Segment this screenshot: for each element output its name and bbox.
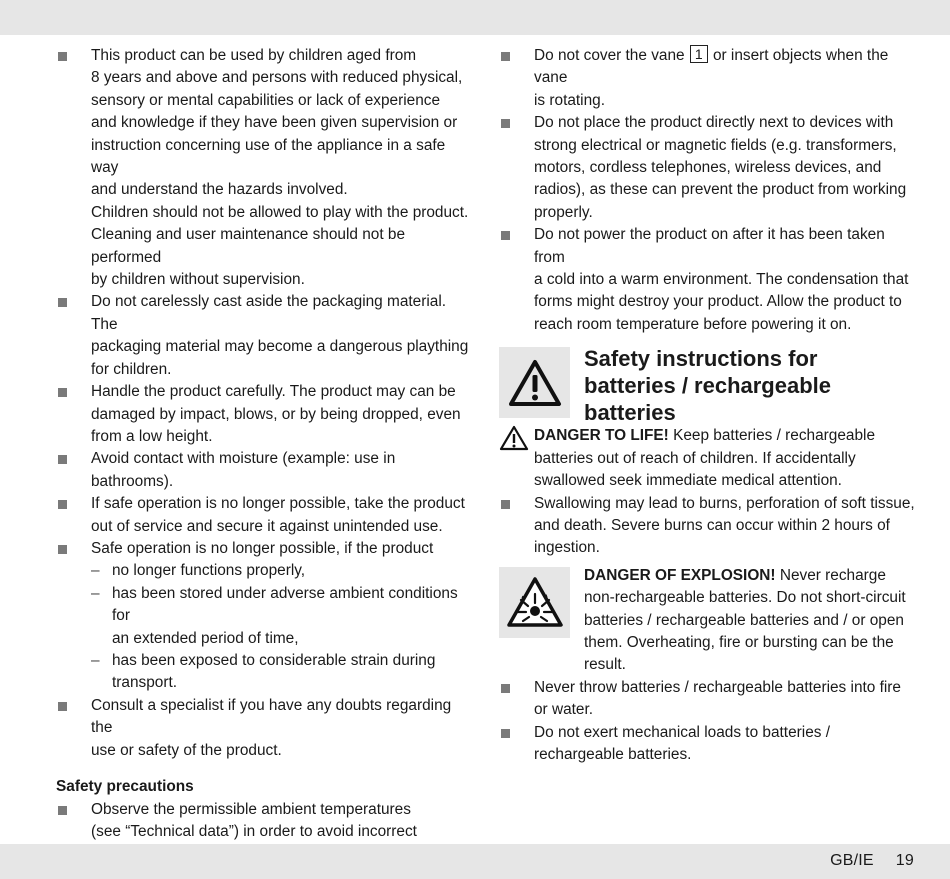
text-line: damaged by impact, blows, or by being dropped, even <box>91 405 461 423</box>
text-line: Cleaning and user maintenance should not be performed <box>91 226 406 266</box>
dash-item <box>91 560 476 582</box>
battery-section-heading <box>499 345 919 425</box>
text-line: out of service and secure it against unintended use. <box>91 517 443 535</box>
text-line: and understand the hazards involved. <box>91 181 348 199</box>
page-number: 19 <box>895 852 914 869</box>
bullet-packaging <box>56 291 476 381</box>
text-line: Observe the permissible ambient temperatures <box>91 801 411 818</box>
text-line: sensory or mental capabilities or lack of experience <box>91 91 441 109</box>
right-column <box>499 45 919 766</box>
part-reference-box: 1 <box>690 45 708 63</box>
top-band <box>0 0 950 35</box>
text-line: Swallowing may lead to burns, perforation of soft tissue, <box>534 494 915 512</box>
text-line: Consult a specialist if you have any doubts regarding the <box>91 696 452 737</box>
page-footer <box>830 852 914 870</box>
text-line: an extended period of time, <box>112 629 299 647</box>
text-line: Children should not be allowed to play with the product. <box>91 203 469 221</box>
title-line: batteries / rechargeable <box>584 373 832 399</box>
text-line: Handle the product carefully. The product may can be <box>91 383 456 401</box>
explosion-text: Never recharge <box>775 566 886 584</box>
text-line: packaging material may become a dangerous plaything <box>91 338 469 356</box>
text-line: by children without supervision. <box>91 271 305 289</box>
text-line: result. <box>584 656 626 674</box>
section-title <box>584 345 831 426</box>
text-line: use or safety of the product. <box>91 741 282 759</box>
text-line <box>534 45 919 90</box>
text-line <box>584 565 919 587</box>
explosion-notice <box>499 565 919 677</box>
text-line: 8 years and above and persons with reduced physical, <box>91 69 463 87</box>
text-line: – has been exposed to considerable strain during <box>112 651 436 669</box>
text-line: Do not place the product directly next to devices with <box>534 114 894 132</box>
vane-text-before: Do not cover the vane <box>534 47 685 64</box>
text-line: swallowed seek immediate medical attention. <box>534 472 842 490</box>
left-column <box>56 45 476 866</box>
danger-text: Keep batteries / rechargeable <box>668 427 876 445</box>
text-line: – has been stored under adverse ambient conditions for <box>112 584 458 625</box>
right-bullets <box>499 45 919 336</box>
vane-text-after: or insert objects when the vane <box>534 47 889 87</box>
text-line <box>534 425 919 447</box>
text-line: This product can be used by children aged from <box>91 47 417 64</box>
text-line: strong electrical or magnetic fields (e.g. transformers, <box>534 136 897 154</box>
bullet-swallowing <box>499 493 919 560</box>
text-line: Do not power the product on after it has been taken from <box>534 226 885 266</box>
text-line: from a low height. <box>91 427 213 445</box>
text-line: for children. <box>91 360 172 378</box>
dash-list <box>91 560 476 694</box>
text-line: Avoid contact with moisture (example: use in bathrooms). <box>91 450 396 490</box>
bottom-band <box>0 844 950 879</box>
text-line: and knowledge if they have been given supervision or <box>91 114 458 132</box>
text-line: batteries out of reach of children. If accidentally <box>534 449 856 467</box>
explosion-label: DANGER OF EXPLOSION! <box>584 566 776 584</box>
text-line: Do not exert mechanical loads to batteries / <box>534 723 830 741</box>
dash-item <box>91 650 476 695</box>
text-line: and death. Severe burns can occur within 2 hours of <box>534 516 890 534</box>
danger-label: DANGER TO LIFE! <box>534 427 669 445</box>
text-line: a cold into a warm environment. The condensation that <box>534 271 909 289</box>
bullet-no-fire <box>499 677 919 722</box>
text-line: forms might destroy your product. Allow the product to <box>534 293 902 311</box>
danger-to-life-notice <box>499 425 919 492</box>
bullet-handle-carefully <box>56 381 476 448</box>
text-line: ingestion. <box>534 539 600 557</box>
bullet-children <box>56 45 476 291</box>
bullet-consult <box>56 695 476 762</box>
text-line: instruction concerning use of the appliance in a safe way <box>91 136 446 177</box>
warning-triangle-icon <box>499 347 570 418</box>
text-line: (see “Technical data”) in order to avoid incorrect <box>91 823 417 841</box>
explosion-hazard-icon <box>499 567 570 638</box>
text-line: transport. <box>112 674 178 692</box>
bullet-magnetic-fields <box>499 112 919 224</box>
danger-triangle-icon <box>499 425 529 458</box>
text-line: motors, cordless telephones, wireless devices, and <box>534 159 882 177</box>
bullet-condensation <box>499 224 919 336</box>
text-line: If safe operation is no longer possible, take the product <box>91 495 465 513</box>
bullet-vane <box>499 45 919 112</box>
text-line: is rotating. <box>534 91 606 109</box>
text-line: – no longer functions properly, <box>112 562 306 580</box>
text-line: Do not carelessly cast aside the packaging material. The <box>91 293 447 333</box>
bullet-moisture <box>56 448 476 493</box>
right-bullets-b <box>499 677 919 767</box>
swallow-list <box>499 493 919 560</box>
text-line: non-rechargeable batteries. Do not short-circuit <box>584 589 906 607</box>
region-label: GB/IE <box>830 852 874 869</box>
title-line: batteries <box>584 400 676 426</box>
text-line: properly. <box>534 203 593 221</box>
dash-item <box>91 583 476 650</box>
text-line: rechargeable batteries. <box>534 745 692 763</box>
bullet-mechanical-loads <box>499 722 919 767</box>
left-bullets-a <box>56 45 476 762</box>
text-line: them. Overheating, fire or bursting can be the <box>584 633 894 651</box>
text-line: or water. <box>534 701 594 719</box>
bullet-safe-operation <box>56 538 476 695</box>
title-line: Safety instructions for <box>584 346 818 372</box>
text-line: Safe operation is no longer possible, if the product <box>91 539 434 557</box>
text-line: batteries / rechargeable batteries and / or open <box>584 611 904 629</box>
text-line: Never throw batteries / rechargeable batteries into fire <box>534 678 901 696</box>
text-line: reach room temperature before powering it on. <box>534 315 852 333</box>
safety-precautions-heading: Safety precautions <box>56 778 194 795</box>
bullet-out-of-service <box>56 493 476 538</box>
text-line: radios), as these can prevent the product from working <box>534 181 907 199</box>
